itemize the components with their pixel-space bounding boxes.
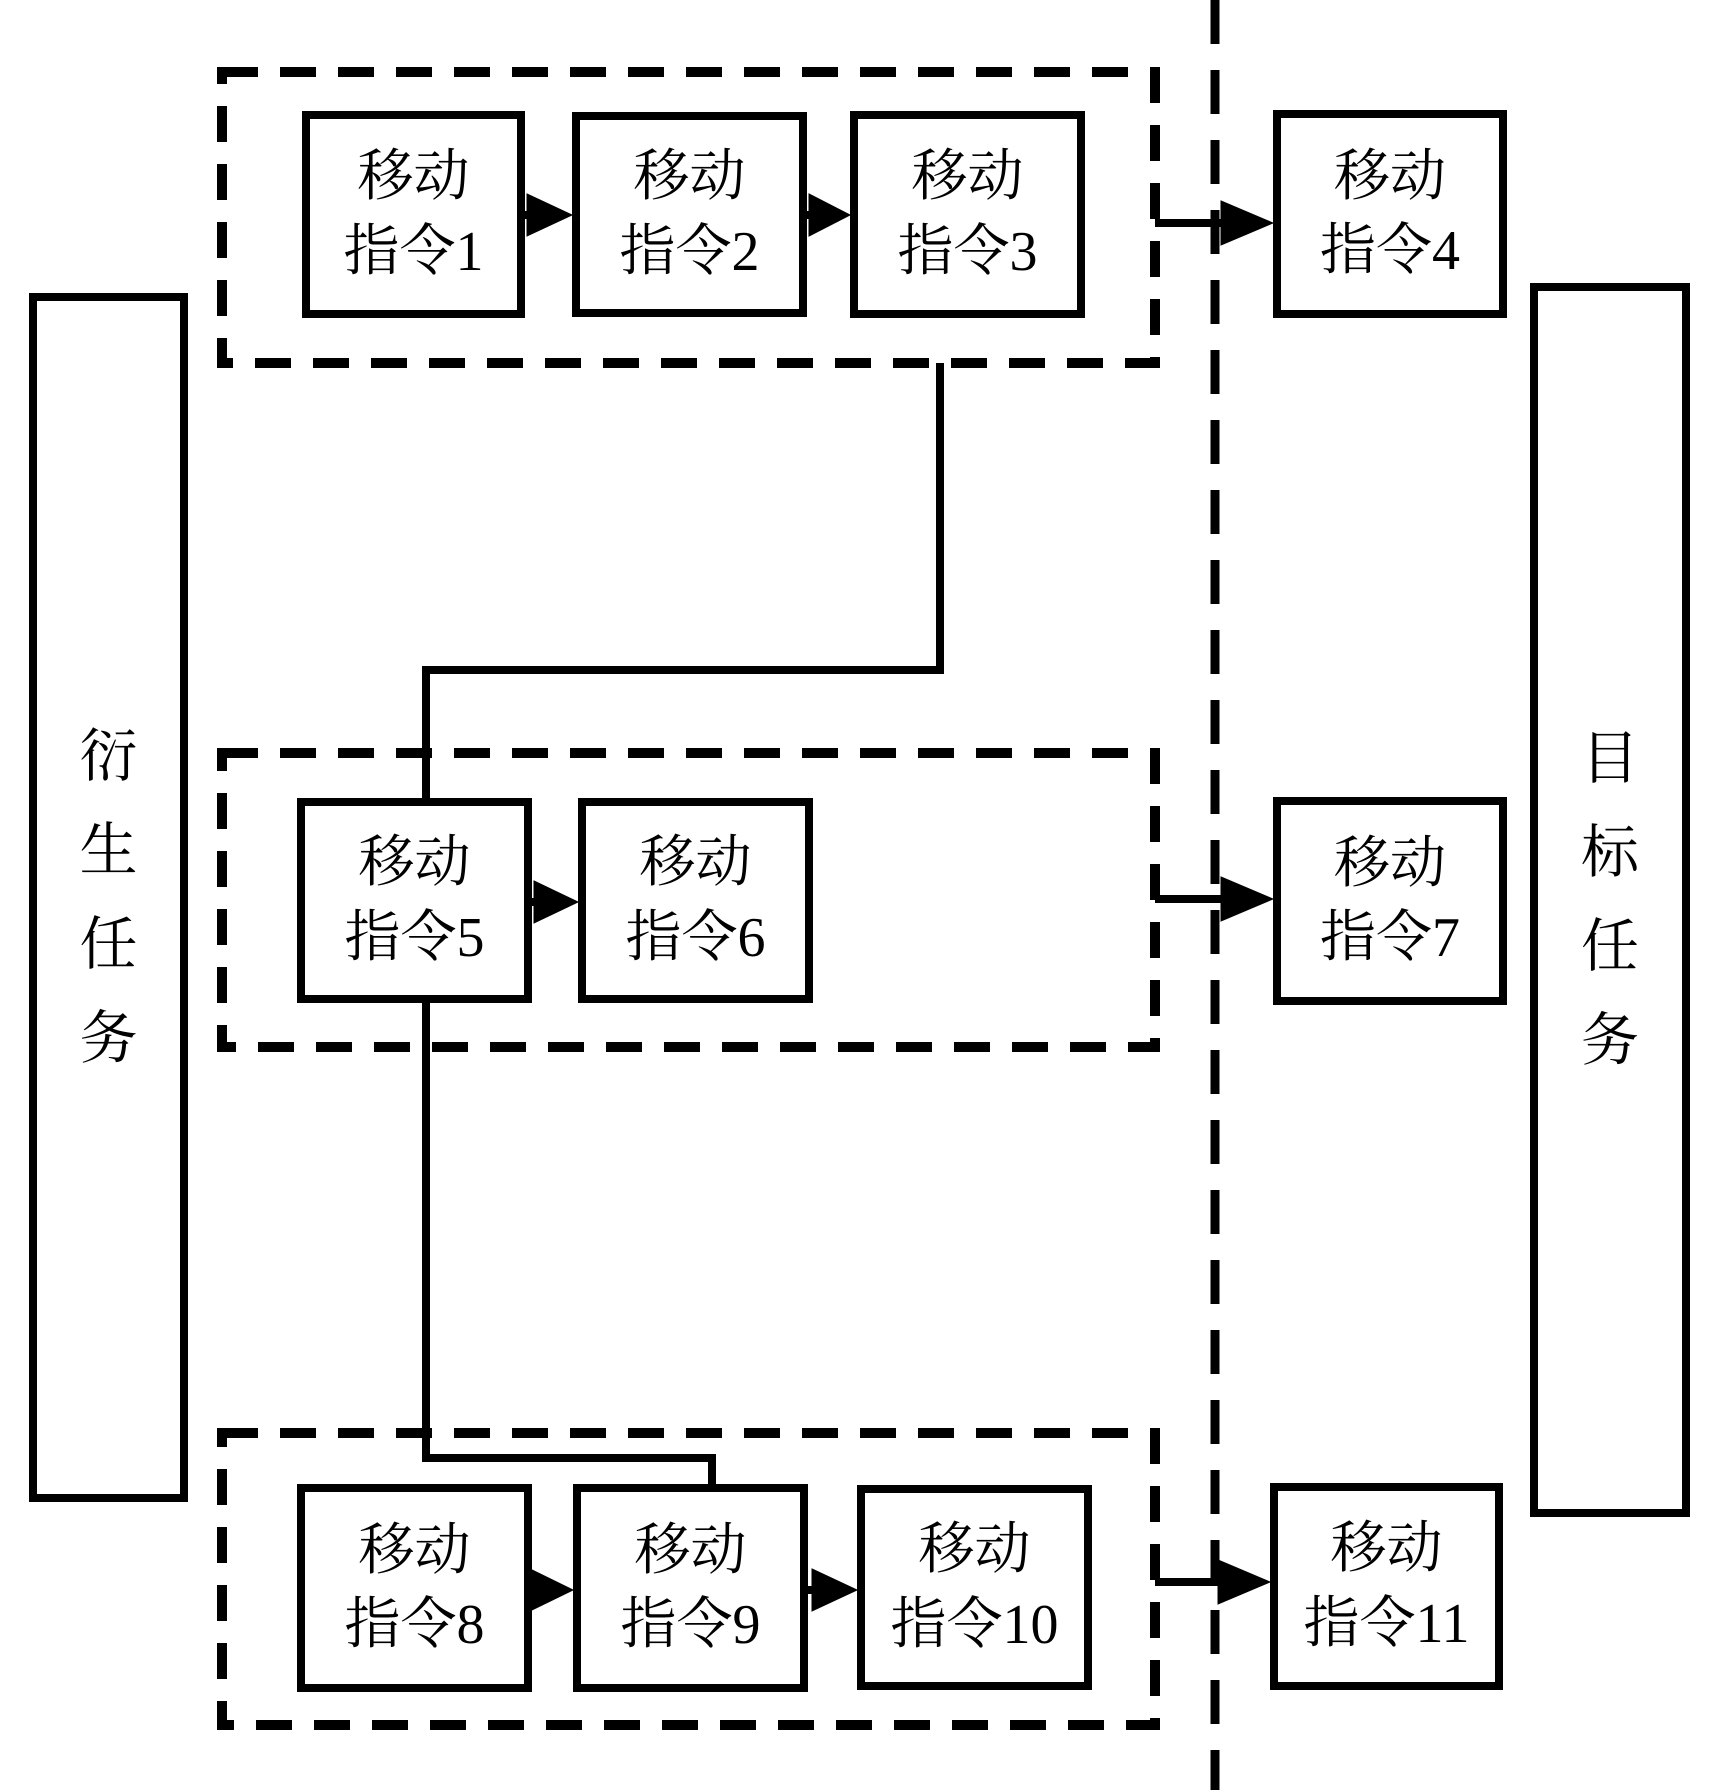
- arrow-9-10: [808, 1569, 857, 1611]
- instruction-label-line: 移动: [633, 146, 746, 209]
- target-task-char: 务: [1580, 1008, 1639, 1073]
- target-task-char: 目: [1580, 726, 1639, 791]
- instruction-label-line: 移动: [1330, 1518, 1443, 1581]
- instruction-label-line: 移动: [1334, 832, 1446, 895]
- arrow-5-6: [532, 881, 578, 923]
- instruction-label-line: 指令10: [890, 1593, 1059, 1656]
- instruction-label-line: 移动: [357, 146, 470, 209]
- instruction-box-5: [297, 798, 532, 1003]
- connector-group1-to-5: [426, 363, 940, 798]
- instruction-label-line: 移动: [639, 832, 752, 895]
- instruction-label-line: 指令8: [344, 1594, 485, 1656]
- connector-5-to-9: [426, 1003, 712, 1484]
- instruction-box-2: [572, 112, 807, 317]
- instruction-box-9: [573, 1484, 808, 1692]
- instruction-box-8: [297, 1484, 532, 1692]
- instruction-label-line: 指令2: [619, 220, 760, 283]
- arrow-8-9: [530, 1569, 573, 1611]
- target-task-char: 任: [1580, 914, 1639, 979]
- instruction-label-line: 指令5: [344, 906, 485, 969]
- instruction-box-11: [1270, 1483, 1503, 1690]
- instruction-box-7: [1273, 797, 1507, 1005]
- instruction-label-line: 指令9: [620, 1594, 761, 1656]
- instruction-label-line: 指令11: [1303, 1592, 1470, 1655]
- instruction-box-4: [1273, 110, 1507, 318]
- arrow-1-2: [525, 194, 572, 236]
- instruction-box-1: [302, 111, 525, 318]
- instruction-label-line: 指令7: [1320, 907, 1460, 969]
- instruction-label-line: 移动: [358, 1519, 471, 1582]
- instruction-label-line: 移动: [918, 1519, 1031, 1582]
- target-task-box: [1530, 283, 1690, 1517]
- derived-task-char: 务: [79, 1005, 138, 1071]
- instruction-box-10: [857, 1485, 1092, 1690]
- instruction-label-line: 移动: [358, 832, 471, 895]
- instruction-label-line: 移动: [911, 146, 1024, 209]
- instruction-label-line: 移动: [1334, 145, 1446, 208]
- arrow-2-3: [807, 194, 850, 236]
- derived-task-char: 任: [79, 911, 138, 977]
- instruction-label-line: 移动: [634, 1519, 747, 1582]
- instruction-label-line: 指令3: [897, 220, 1038, 283]
- instruction-label-line: 指令4: [1320, 220, 1460, 282]
- derived-task-char: 生: [79, 817, 138, 883]
- instruction-label-line: 指令6: [625, 906, 766, 969]
- instruction-box-6: [578, 798, 813, 1003]
- instruction-label-line: 指令1: [343, 220, 484, 283]
- instruction-box-3: [850, 111, 1085, 318]
- derived-task-char: 衍: [79, 723, 138, 789]
- derived-task-box: [29, 293, 188, 1502]
- target-task-char: 标: [1580, 820, 1639, 885]
